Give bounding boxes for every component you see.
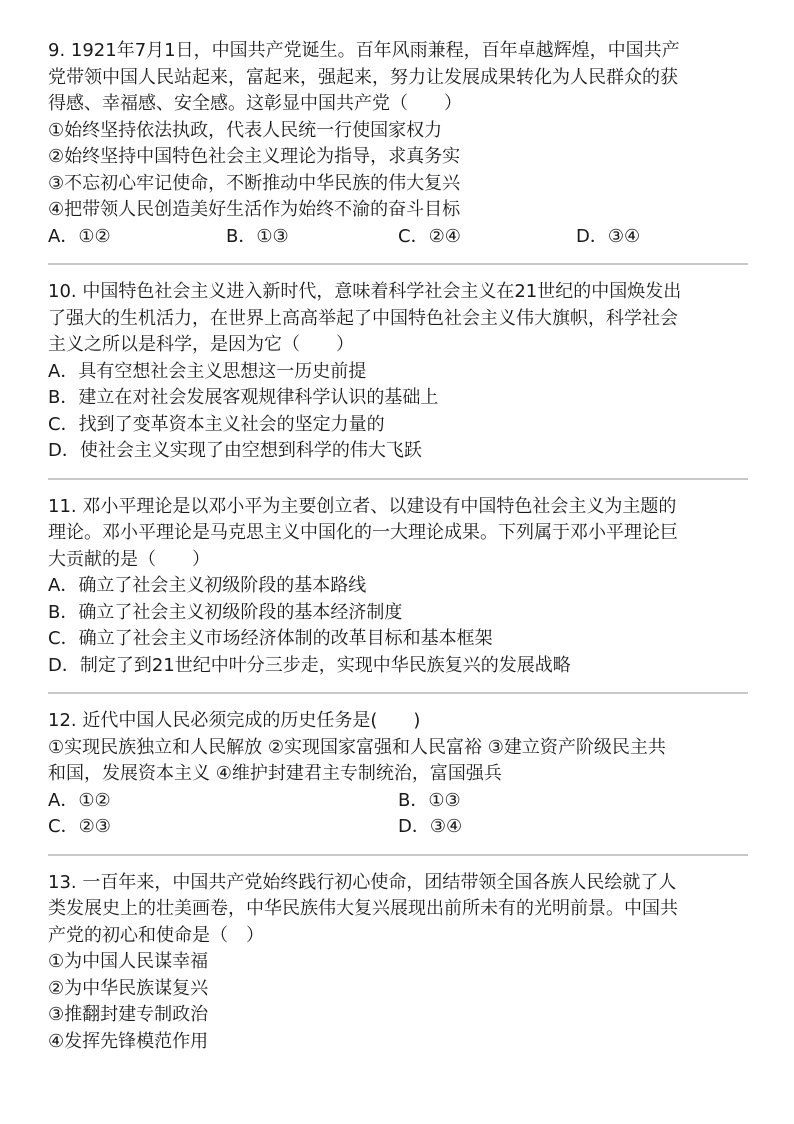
q11-stem-line: 大贡献的是（ ）: [48, 548, 210, 570]
question-divider: [48, 854, 748, 856]
q13-stem-line: 类发展史上的壮美画卷，中华民族伟大复兴展现出前所未有的光明前景。中国共: [48, 898, 678, 919]
question-10: [48, 279, 754, 465]
q11-choice-d[interactable]: D．制定了到21世纪中叶分三步走，实现中华民族复兴的发展战略: [48, 654, 571, 676]
question-divider: [48, 478, 748, 480]
q10-choice-a[interactable]: A．具有空想社会主义思想这一历史前提: [48, 360, 367, 382]
question-13: [48, 870, 754, 1056]
q12-stem-line: 12. 近代中国人民必须完成的历史任务是( ): [48, 710, 421, 731]
q13-item: ①为中国人民谋幸福: [48, 951, 209, 972]
q9-item: ③不忘初心牢记使命，不断推动中华民族的伟大复兴: [48, 172, 461, 194]
q10-choice-b[interactable]: B．建立在对社会发展客观规律科学认识的基础上: [48, 387, 439, 408]
question-12: [48, 708, 754, 841]
q9-choice-d[interactable]: D．③④: [576, 225, 641, 247]
q12-choice-b[interactable]: B．①③: [398, 789, 461, 811]
q9-choices: [48, 224, 754, 251]
q12-choice-d[interactable]: D．③④: [398, 816, 463, 837]
q10-choice-c[interactable]: C．找到了变革资本主义社会的坚定力量的: [48, 413, 385, 435]
question-divider: [48, 263, 748, 265]
q9-stem-line: 9. 1921年7月1日，中国共产党诞生。百年风雨兼程，百年卓越辉煌，中国共产: [48, 40, 680, 61]
question-9: [48, 38, 754, 250]
q12-stem-line: ①实现民族独立和人民解放 ②实现国家富强和人民富裕 ③建立资产阶级民主共: [48, 736, 666, 758]
q13-item: ②为中华民族谋复兴: [48, 977, 209, 999]
q11-choice-a[interactable]: A．确立了社会主义初级阶段的基本路线: [48, 575, 367, 596]
q12-choices: [48, 788, 754, 841]
q9-stem-line: 党带领中国人民站起来，富起来，强起来，努力让发展成果转化为人民群众的获: [48, 66, 678, 88]
q10-stem-line: 了强大的生机活力，在世界上高高举起了中国特色社会主义伟大旗帜，科学社会: [48, 307, 678, 329]
q13-stem-line: 13. 一百年来，中国共产党始终践行初心使命，团结带领全国各族人民绘就了人: [48, 871, 677, 893]
q13-item: ④发挥先锋模范作用: [48, 1030, 209, 1052]
q9-item: ②始终坚持中国特色社会主义理论为指导，求真务实: [48, 146, 461, 167]
q10-choice-d[interactable]: D．使社会主义实现了由空想到科学的伟大飞跃: [48, 440, 422, 461]
q10-stem-line: 10. 中国特色社会主义进入新时代，意味着科学社会主义在21世纪的中国焕发出: [48, 281, 682, 302]
q9-choice-c[interactable]: C．②④: [398, 225, 461, 247]
q13-stem-line: 产党的初心和使命是（ ）: [48, 924, 264, 946]
q9-item: ④把带领人民创造美好生活作为始终不渝的奋斗目标: [48, 199, 461, 220]
question-11: [48, 494, 754, 680]
q13-item: ③推翻封建专制政治: [48, 1004, 209, 1025]
q9-choice-a[interactable]: A．①②: [48, 225, 111, 247]
q9-stem-line: 得感、幸福感、安全感。这彰显中国共产党（ ）: [48, 93, 462, 114]
q12-stem-line: 和国，发展资本主义 ④维护封建君主专制统治，富国强兵: [48, 763, 502, 784]
q12-choice-a[interactable]: A．①②: [48, 789, 111, 811]
q11-stem-line: 11. 邓小平理论是以邓小平为主要创立者、以建设有中国特色社会主义为主题的: [48, 495, 677, 517]
q10-stem-line: 主义之所以是科学，是因为它（ ）: [48, 334, 354, 355]
q11-choice-b[interactable]: B．确立了社会主义初级阶段的基本经济制度: [48, 601, 403, 623]
q9-item: ①始终坚持依法执政，代表人民统一行使国家权力: [48, 119, 443, 141]
q9-choice-b[interactable]: B．①③: [226, 225, 289, 247]
q11-choice-c[interactable]: C．确立了社会主义市场经济体制的改革目标和基本框架: [48, 628, 493, 649]
q12-choice-c[interactable]: C．②③: [48, 816, 111, 837]
q11-stem-line: 理论。邓小平理论是马克思主义中国化的一大理论成果。下列属于邓小平理论巨: [48, 522, 678, 543]
question-divider: [48, 692, 748, 694]
